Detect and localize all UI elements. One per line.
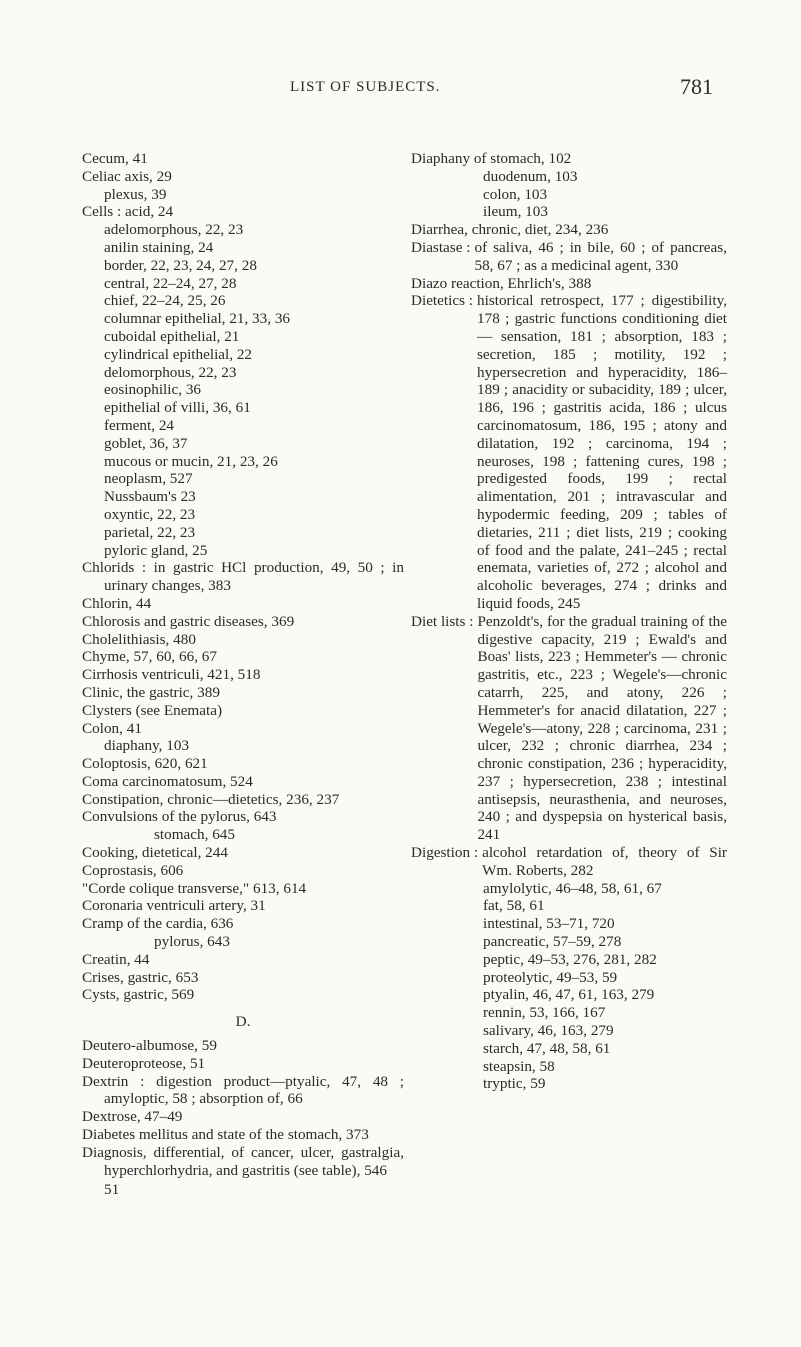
index-entry: Cecum, 41 xyxy=(82,150,148,167)
index-entry: Coprostasis, 606 xyxy=(82,861,184,879)
index-entry: Diagnosis, differential, of cancer, ulcer, gastralgia, hyperchlorhydria, and gastritis (see table), 546 xyxy=(82,1143,404,1179)
index-subentry: pylorus, 643 xyxy=(154,933,230,951)
index-subentry: columnar epithelial, 21, 33, 36 xyxy=(104,310,291,328)
index-entry: "Corde colique transverse," 613, 614 xyxy=(82,879,307,897)
index-entry: Dextrin : digestion product—ptyalic, 47, 48 ; amyloptic, 58 ; absorption of, 66 xyxy=(82,1072,404,1108)
index-entry: Cysts, gastric, 569 xyxy=(82,986,195,1004)
index-subentry: oxyntic, 22, 23 xyxy=(104,505,196,523)
index-entry: Chyme, 57, 60, 66, 67 xyxy=(82,648,217,666)
index-entry: Crises, gastric, 653 xyxy=(82,968,199,986)
index-subentry: Nussbaum's 23 xyxy=(104,488,196,506)
running-header xyxy=(0,74,801,104)
index-subentry: mucous or mucin, 21, 23, 26 xyxy=(104,452,278,470)
index-entry: Colon, 41 xyxy=(82,719,142,737)
index-subentry: salivary, 46, 163, 279 xyxy=(483,1022,614,1040)
index-subentry: steapsin, 58 xyxy=(483,1057,555,1075)
index-entry: Coloptosis, 620, 621 xyxy=(82,755,208,773)
signature-mark: 51 xyxy=(104,1181,120,1199)
index-entry-diet-lists xyxy=(411,613,727,844)
index-entry: Cells : acid, 24 xyxy=(82,203,174,221)
index-subentry: ileum, 103 xyxy=(483,203,548,221)
index-subentry: border, 22, 23, 24, 27, 28 xyxy=(104,256,257,274)
index-subentry: stomach, 645 xyxy=(154,826,235,844)
index-subentry: fat, 58, 61 xyxy=(483,897,545,915)
index-subentry: duodenum, 103 xyxy=(483,167,578,185)
index-subentry: ptyalin, 46, 47, 61, 163, 279 xyxy=(483,986,655,1004)
index-subentry: proteolytic, 49–53, 59 xyxy=(483,968,618,986)
entry-label: Diastase : xyxy=(411,238,471,256)
index-entry: Deuteroproteose, 51 xyxy=(82,1054,206,1072)
index-entry: Cholelithiasis, 480 xyxy=(82,630,196,648)
index-entry: Clysters (see Enemata) xyxy=(82,701,223,719)
index-subentry: chief, 22–24, 25, 26 xyxy=(104,292,226,310)
index-entry: Cirrhosis ventriculi, 421, 518 xyxy=(82,666,261,684)
index-subentry: adelomorphous, 22, 23 xyxy=(104,221,244,239)
index-subentry: starch, 47, 48, 58, 61 xyxy=(483,1039,611,1057)
index-entry: Cooking, dietetical, 244 xyxy=(82,844,228,862)
index-column-left xyxy=(82,150,404,1199)
index-subentry: delomorphous, 22, 23 xyxy=(104,363,237,381)
entry-label: Diet lists : xyxy=(411,612,474,630)
index-subentry: goblet, 36, 37 xyxy=(104,434,188,452)
index-entry: Diazo reaction, Ehrlich's, 388 xyxy=(411,274,592,292)
index-subentry: central, 22–24, 27, 28 xyxy=(104,274,237,292)
index-subentry: cylindrical epithelial, 22 xyxy=(104,345,253,363)
index-entry: Constipation, chronic—dietetics, 236, 237 xyxy=(82,790,340,808)
index-column-right xyxy=(411,150,727,1093)
section-letter: D. xyxy=(235,1013,251,1031)
index-subentry: amylolytic, 46–48, 58, 61, 67 xyxy=(483,879,662,897)
index-subentry: pyloric gland, 25 xyxy=(104,541,208,559)
index-subentry: diaphany, 103 xyxy=(104,737,190,755)
index-entry: Clinic, the gastric, 389 xyxy=(82,683,220,701)
index-subentry: pancreatic, 57–59, 278 xyxy=(483,933,622,951)
entry-label: Dietetics : xyxy=(411,292,473,310)
index-entry: Celiac axis, 29 xyxy=(82,167,172,185)
index-entry: Coronaria ventriculi artery, 31 xyxy=(82,897,266,915)
entry-text: of saliva, 46 ; in bile, 60 ; of pancreas, 58, 67 ; as a medicinal agent, 330 xyxy=(474,238,727,274)
index-subentry: peptic, 49–53, 276, 281, 282 xyxy=(483,950,657,968)
index-entry-dietetics xyxy=(411,292,727,612)
index-entry: Deutero-albumose, 59 xyxy=(82,1037,217,1055)
index-subentry: intestinal, 53–71, 720 xyxy=(483,915,615,933)
index-subentry: plexus, 39 xyxy=(104,185,167,203)
entry-label: Digestion : xyxy=(411,844,479,862)
index-entry-diastase xyxy=(411,239,727,275)
index-entry: Cramp of the cardia, 636 xyxy=(82,915,234,933)
index-entry: Diarrhea, chronic, diet, 234, 236 xyxy=(411,221,609,239)
page-number: 781 xyxy=(680,74,713,99)
index-entry: Diaphany of stomach, 102 xyxy=(411,150,572,167)
index-entry: Convulsions of the pylorus, 643 xyxy=(82,808,277,826)
index-subentry: anilin staining, 24 xyxy=(104,238,214,256)
index-subentry: colon, 103 xyxy=(483,185,548,203)
index-entry: Diabetes mellitus and state of the stomach, 373 xyxy=(82,1126,369,1144)
page-title: LIST OF SUBJECTS. xyxy=(290,79,441,95)
index-entry: Chlorin, 44 xyxy=(82,594,152,612)
entry-text: alcohol retardation of, theory of Sir Wm. Roberts, 282 xyxy=(482,844,727,879)
index-subentry: eosinophilic, 36 xyxy=(104,381,202,399)
index-subentry: tryptic, 59 xyxy=(483,1075,546,1093)
index-subentry: rennin, 53, 166, 167 xyxy=(483,1004,606,1022)
index-entry-digestion xyxy=(411,844,727,880)
index-subentry: parietal, 22, 23 xyxy=(104,523,196,541)
index-subentry: ferment, 24 xyxy=(104,416,175,434)
index-subentry: epithelial of villi, 36, 61 xyxy=(104,399,251,417)
index-subentry: neoplasm, 527 xyxy=(104,470,193,488)
index-subentry: cuboidal epithelial, 21 xyxy=(104,327,240,345)
index-entry: Dextrose, 47–49 xyxy=(82,1108,183,1126)
index-entry: Chlorosis and gastric diseases, 369 xyxy=(82,612,295,630)
entry-text: historical retrospect, 177 ; digestibility, 178 ; gastric functions conditioning diet — sensation, 181 ; absorption, 183 ; secretion, 185 ; motility, 192 ; hypersecretion and hyperacidity, 186–189 ; anacidity or subacidity, 189 ; ulcer, 186, 196 ; gastritis acida, 186 ; ulcus carcinomatosum, 186, 195 ; atony and dilatation, 192 ; carcinoma, 194 ; neuroses, 198 ; fattening cures, 198 ; predigested foods, 199 ; rectal alimentation, 201 ; intravascular and hypodermic feeding, 209 ; tables of dietaries, 211 ; diet lists, 219 ; cooking of food and the palate, 241–245 ; rectal enemata, varieties of, 272 ; alcohol and alcoholic beverages, 274 ; drinks and liquid foods, 245 xyxy=(477,292,727,612)
index-entry: Chlorids : in gastric HCl production, 49, 50 ; in urinary changes, 383 xyxy=(82,559,404,595)
index-entry: Coma carcinomatosum, 524 xyxy=(82,772,253,790)
index-entry: Creatin, 44 xyxy=(82,950,150,968)
entry-text: Penzoldt's, for the gradual training of the digestive capacity, 219 ; Ewald's and Boas' lists, 223 ; Hemmeter's — chronic gastritis, etc., 223 ; Wegele's—chronic catarrh, 225, and atony, 226 ; Hemmeter's for anacid dilatation, 227 ; Wegele's—atony, 228 ; carcinoma, 231 ; ulcer, 232 ; chronic diarrhea, 234 ; chronic constipation, 236 ; hyperacidity, 237 ; hypersecretion, 238 ; intestinal antisepsis, neurasthenia, and neuroses, 240 ; and dyspepsia on hysterical basis, 241 xyxy=(477,612,727,844)
